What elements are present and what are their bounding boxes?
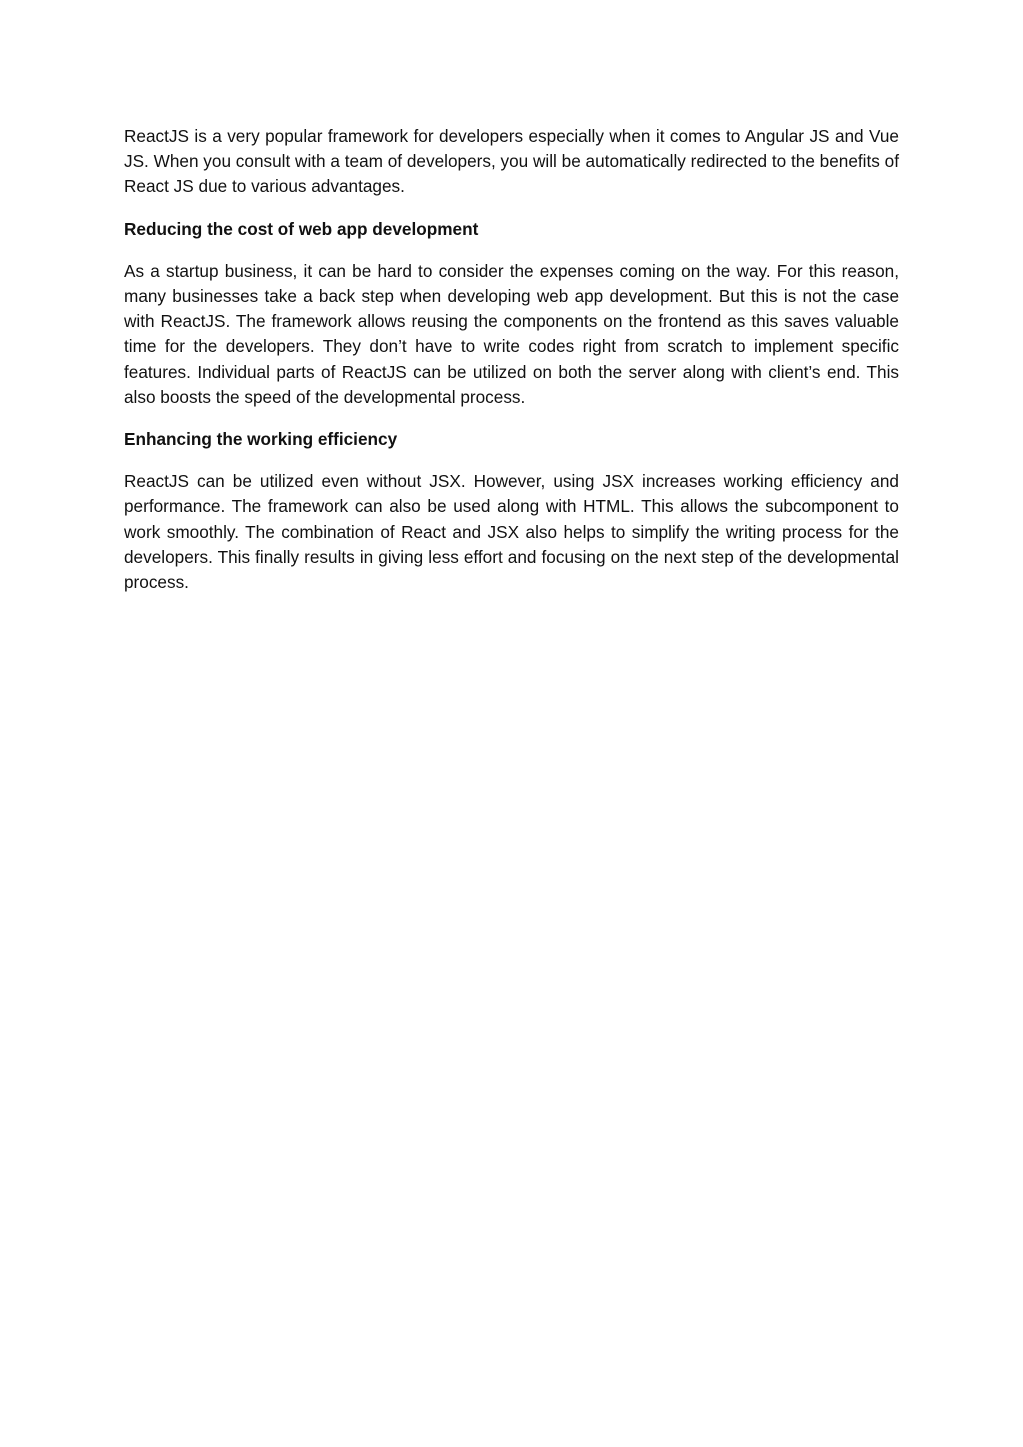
section-paragraph-working-efficiency: ReactJS can be utilized even without JSX. However, using JSX increases working efficiency and performance. The framework can also be used along with HTML. This allows the subcomponent to work smoothly. The combination of React and JSX also helps to simplify the writing process for the developers. This finally results in giving less effort and focusing on the next step of the developmental process.: [124, 471, 899, 593]
intro-paragraph: ReactJS is a very popular framework for developers especially when it comes to Angular JS and Vue JS. When you consult with a team of developers, you will be automatically redirected to the benefits of React JS due to various advantages.: [124, 126, 899, 197]
section-heading-working-efficiency: Enhancing the working efficiency: [124, 429, 398, 450]
section-paragraph-reducing-cost: As a startup business, it can be hard to consider the expenses coming on the way. For this reason, many businesses take a back step when developing web app development. But this is not the case with ReactJS. The framework allows reusing the components on the frontend as this saves valuable time for the developers. They don’t have to write codes right from scratch to implement specific features. Individual parts of ReactJS can be utilized on both the server along with client’s end. This also boosts the speed of the developmental process.: [124, 260, 899, 407]
section-heading-reducing-cost: Reducing the cost of web app development: [124, 218, 479, 239]
document-body: [124, 124, 899, 612]
